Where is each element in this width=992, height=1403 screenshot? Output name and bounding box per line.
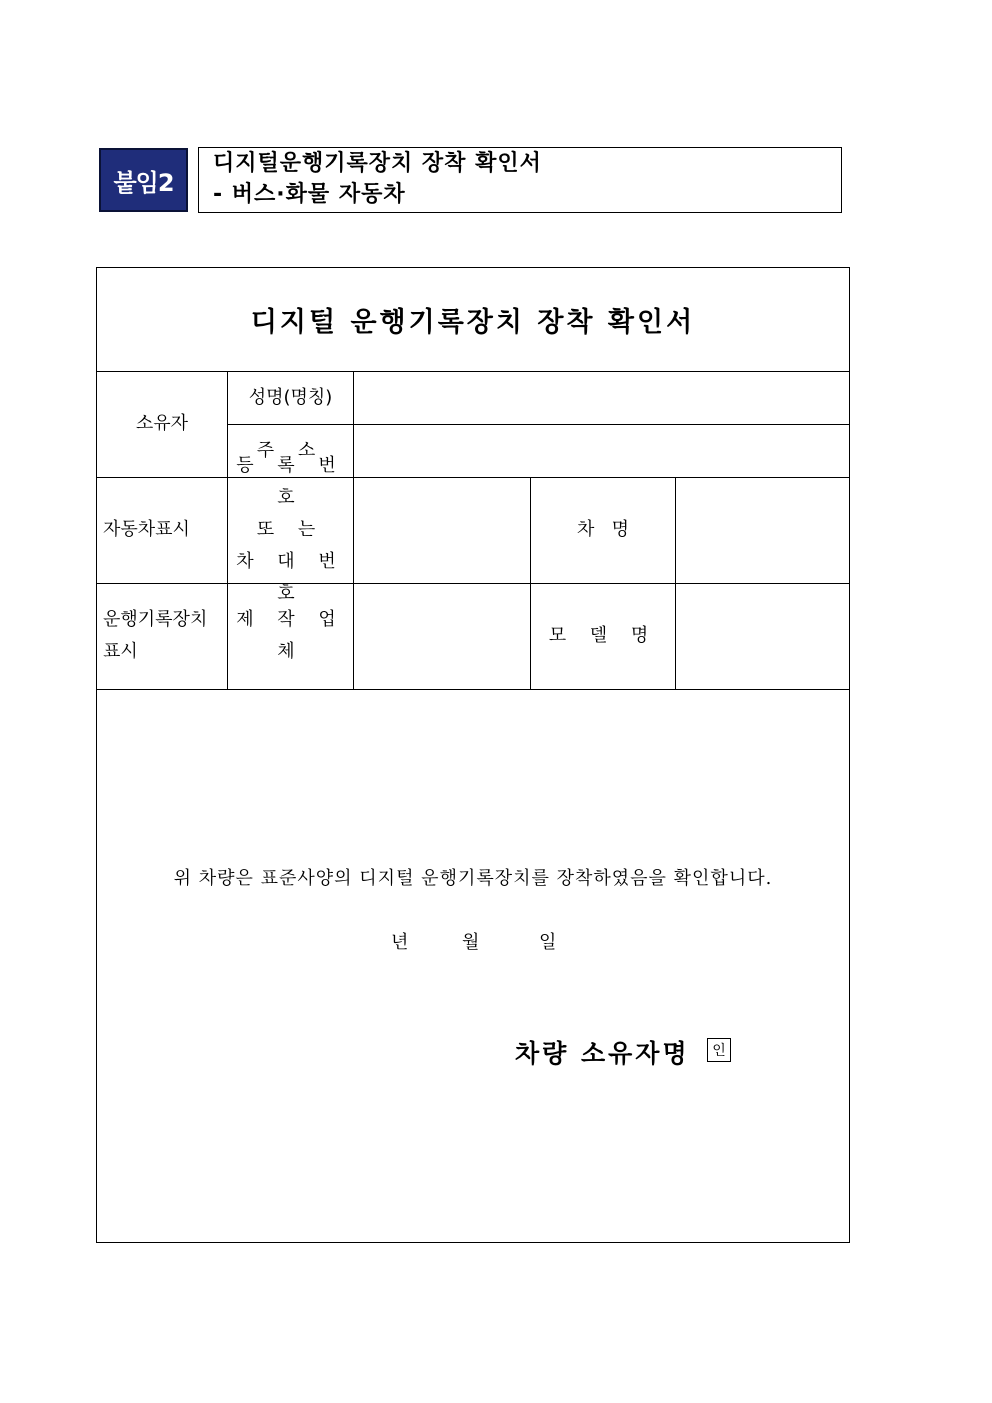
registration-label-line2: 또 는 (256, 519, 325, 540)
owner-label: 소유자 (135, 413, 189, 434)
owner-name-label: 성명(명칭) (248, 386, 333, 408)
recorder-label (97, 583, 227, 689)
confirmation-form (96, 267, 850, 1243)
recorder-label-line1: 운행기록장치 (103, 609, 208, 630)
document-title-box (198, 147, 842, 213)
confirmation-statement: 위 차량은 표준사양의 디지털 운행기록장치를 장착하였음을 확인합니다. (173, 868, 773, 889)
date-year: 년 (391, 932, 409, 953)
document-title-line1: 디지털운행기록장치 장착 확인서 (213, 151, 542, 176)
date-day: 일 (539, 932, 557, 953)
registration-label-line1: 등 록 번 호 (236, 455, 345, 508)
attachment-badge: 붙임2 (99, 148, 188, 212)
registration-label-line3: 차 대 번 호 (236, 551, 345, 604)
model-label: 모 델 명 (548, 625, 658, 646)
owner-name-field[interactable] (354, 371, 849, 424)
owner-address-label: 주 소 (256, 439, 325, 461)
maker-label: 제 작 업 체 (236, 609, 345, 662)
car-name-field[interactable] (676, 477, 849, 583)
car-name-label: 차 명 (577, 519, 629, 540)
vehicle-label: 자동차표시 (103, 519, 190, 540)
divider (97, 689, 849, 690)
seal-box: 인 (707, 1038, 731, 1062)
maker-field[interactable] (354, 583, 530, 689)
form-title: 디지털 운행기록장치 장착 확인서 (250, 307, 696, 338)
document-title-line2: - 버스·화물 자동차 (213, 182, 406, 207)
owner-signature-label: 차량 소유자명 (515, 1039, 690, 1068)
owner-address-field[interactable] (354, 424, 849, 477)
date-month: 월 (462, 932, 480, 953)
model-field[interactable] (676, 583, 849, 689)
registration-number-field[interactable] (354, 477, 530, 583)
recorder-label-line2: 표시 (103, 641, 138, 662)
registration-number-label (228, 455, 353, 604)
